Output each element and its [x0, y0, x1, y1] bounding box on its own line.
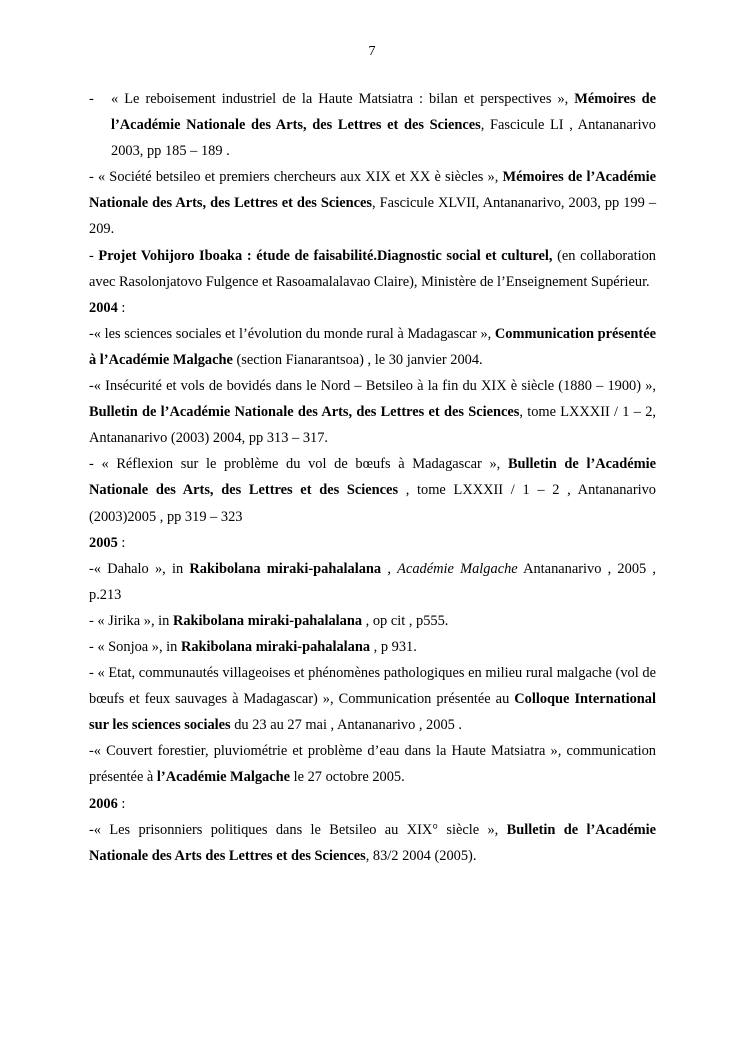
- bold-text: Rakibolana miraki-pahalalana: [172, 612, 363, 629]
- text-run: , Fascicule XLVII, Antananarivo, 2003, pp 199 – 209.: [89, 195, 657, 238]
- entry-text: [111, 86, 656, 164]
- text-run: , 83/2 2004 (2005).: [365, 847, 477, 864]
- bibliography-entry: [89, 164, 656, 242]
- year-heading: [89, 530, 656, 556]
- bibliography-entry: [89, 373, 656, 451]
- bold-text: Bulletin de l’Académie Nationale des Arts, des Lettres et des Sciences: [89, 456, 656, 499]
- text-run: - « Etat, communautés villageoises et phénomènes pathologiques en milieu rural malgache (vol de bœufs et feux sauvages à Madagascar) », Communication présentée au: [89, 665, 656, 708]
- text-run: le 27 octobre 2005.: [290, 769, 405, 786]
- bibliography-entry: [89, 817, 656, 869]
- bold-text: Bulletin de l’Académie Nationale des Arts des Lettres et des Sciences: [89, 821, 656, 864]
- text-run: , tome LXXXII / 1 – 2 , Antananarivo (2003)2005 , pp 319 – 323: [89, 482, 656, 525]
- text-run: , op cit , p555.: [362, 612, 449, 629]
- bold-text: Rakibolana miraki-pahalalana: [180, 638, 371, 655]
- bold-text: 2006: [89, 795, 118, 812]
- bibliography-entry: [89, 243, 656, 295]
- bold-text: Bulletin de l’Académie Nationale des Arts, des Lettres et des Sciences: [89, 404, 520, 421]
- bibliography-entry: [89, 660, 656, 738]
- text-run: -« Dahalo », in: [89, 560, 190, 577]
- bold-text: 2005: [89, 534, 118, 551]
- bold-text: Rakibolana miraki-pahalalana: [189, 560, 382, 577]
- bibliography-entry: [89, 634, 656, 660]
- text-run: , p 931.: [370, 638, 417, 655]
- bibliography-entry: [89, 608, 656, 634]
- text-run: , tome LXXXII / 1 – 2, Antananarivo (2003) 2004, pp 313 – 317.: [89, 404, 656, 447]
- bold-text: Communication présentée à l’Académie Malgache: [89, 325, 656, 368]
- text-run: :: [117, 299, 126, 316]
- text-run: « Le reboisement industriel de la Haute Matsiatra : bilan et perspectives »,: [111, 91, 575, 107]
- text-run: , Fascicule LI , Antananarivo 2003, pp 185 – 189 .: [111, 117, 656, 160]
- text-run: -« Les prisonniers politiques dans le Betsileo au XIX° siècle »,: [89, 821, 507, 838]
- bold-text: Projet Vohijoro Iboaka : étude de faisabilité.Diagnostic social et culturel,: [98, 247, 553, 264]
- text-run: (en collaboration avec Rasolonjatovo Fulgence et Rasoamalalavao Claire), Ministère de l’Enseignement Supérieur.: [89, 247, 656, 290]
- text-run: -« Insécurité et vols de bovidés dans le Nord – Betsileo à la fin du XIX è siècle (1880 – 1900) »,: [89, 378, 656, 395]
- bold-text: Mémoires de l’Académie Nationale des Arts, des Lettres et des Sciences: [89, 169, 656, 212]
- text-run: -« Couvert forestier, pluviométrie et problème d’eau dans la Haute Matsiatra », communication présentée à: [89, 743, 656, 786]
- page-number: 7: [368, 44, 376, 59]
- text-run: - « Sonjoa », in: [89, 638, 181, 655]
- text-run: - « Réflexion sur le problème du vol de bœufs à Madagascar »,: [89, 456, 508, 473]
- bibliography-entry: [89, 451, 656, 529]
- text-run: Antananarivo , 2005 , p.213: [89, 560, 657, 603]
- text-run: du 23 au 27 mai , Antananarivo , 2005 .: [230, 717, 463, 734]
- bibliography-entry: [89, 738, 656, 790]
- year-heading: [89, 791, 656, 817]
- text-run: - « Jirika », in: [89, 612, 173, 629]
- year-heading: [89, 295, 656, 321]
- bold-text: Mémoires de l’Académie Nationale des Arts, des Lettres et des Sciences: [111, 91, 656, 134]
- text-run: :: [117, 534, 126, 551]
- bold-text: 2004: [89, 299, 118, 316]
- bibliography-entry: [89, 556, 656, 608]
- text-run: (section Fianarantsoa) , le 30 janvier 2004.: [232, 351, 483, 368]
- bibliography-list: [89, 86, 656, 869]
- text-run: -« les sciences sociales et l’évolution du monde rural à Madagascar »,: [89, 325, 495, 342]
- italic-text: Académie Malgache: [397, 560, 518, 577]
- text-run: - « Société betsileo et premiers chercheurs aux XIX et XX è siècles »,: [89, 169, 503, 186]
- bold-text: Colloque International sur les sciences sociales: [89, 691, 656, 734]
- text-run: -: [89, 247, 99, 264]
- text-run: :: [117, 795, 126, 812]
- bibliography-entry: [89, 86, 656, 164]
- text-run: ,: [381, 560, 398, 577]
- bold-text: l’Académie Malgache: [156, 769, 290, 786]
- bibliography-entry: [89, 321, 656, 373]
- list-dash: -: [89, 91, 94, 107]
